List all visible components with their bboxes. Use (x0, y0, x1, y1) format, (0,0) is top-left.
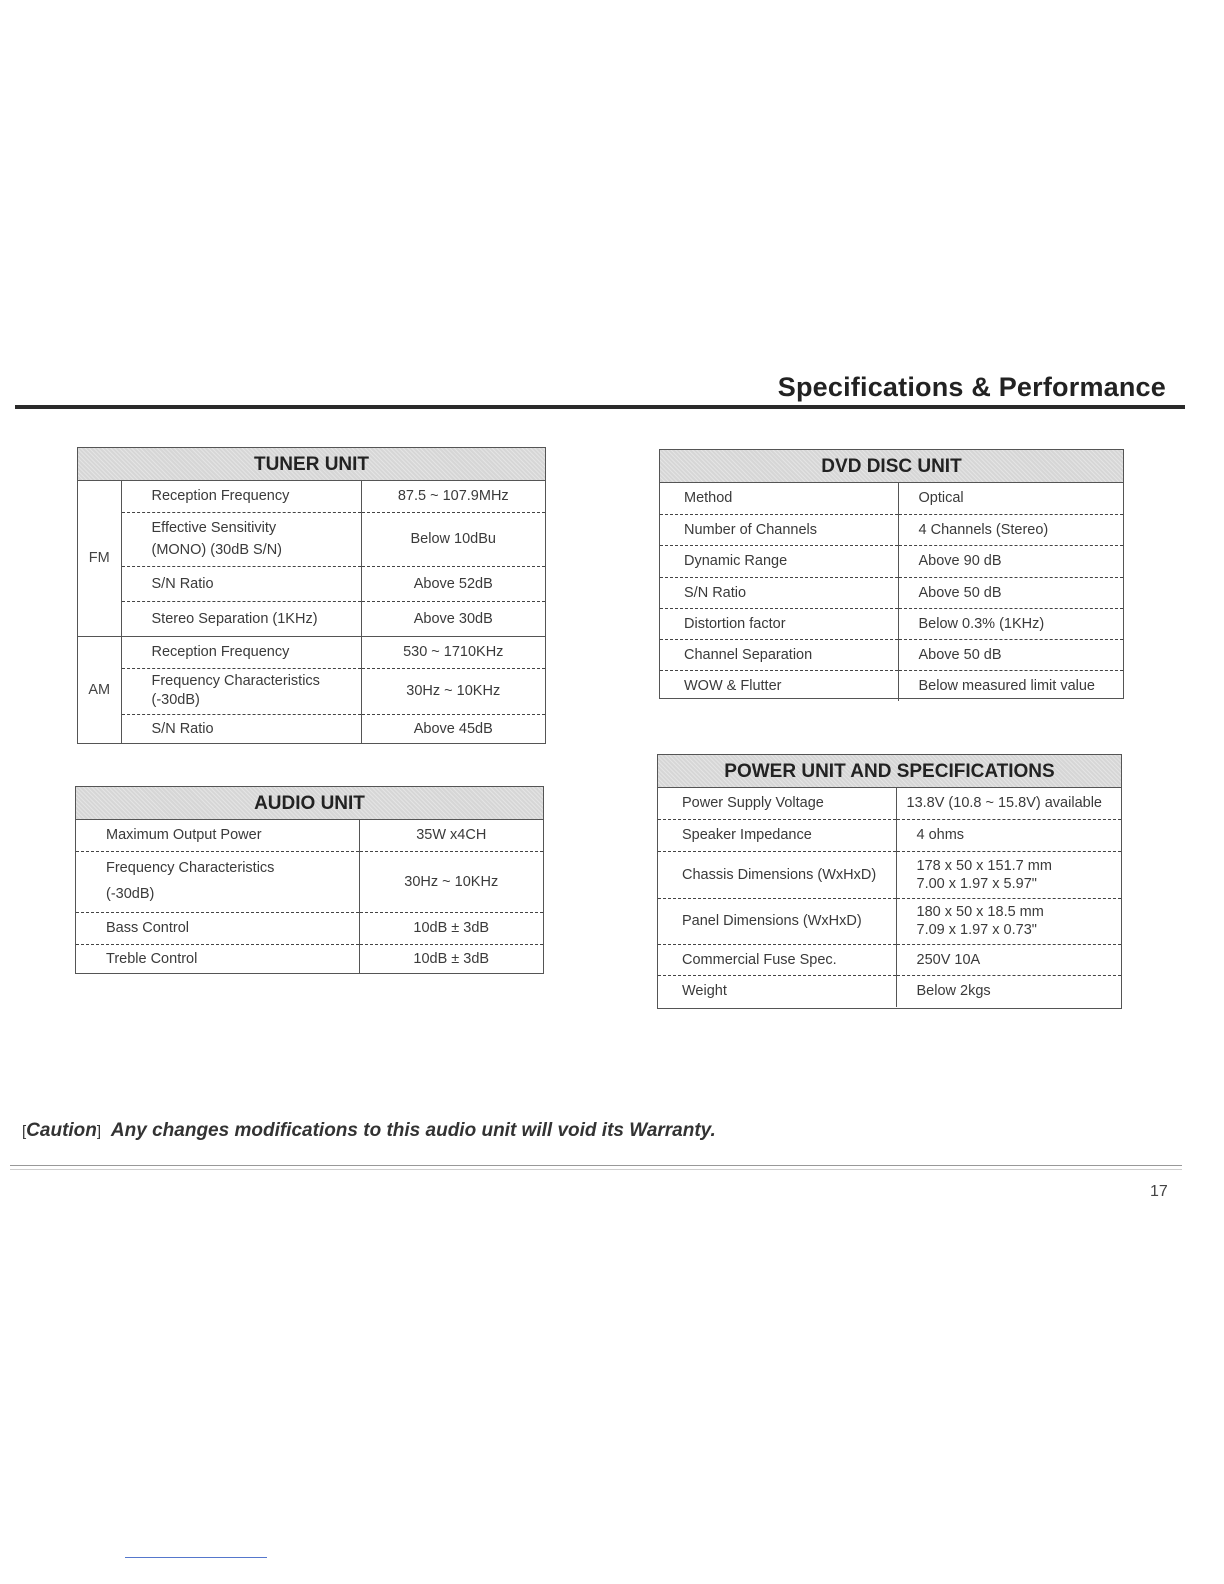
spec-value: Above 50 dB (898, 639, 1123, 670)
footer-rule (10, 1165, 1182, 1166)
spec-value: 4 ohms (896, 819, 1121, 851)
spec-value: Below 10dBu (361, 512, 545, 566)
caution-note (22, 1120, 716, 1142)
spec-value: Optical (898, 483, 1123, 514)
spec-label: Method (660, 483, 898, 514)
am-group-label: AM (78, 636, 121, 744)
table-row (660, 483, 1123, 514)
spec-value: 87.5 ~ 107.9MHz (361, 481, 545, 512)
power-unit-table (657, 754, 1122, 1009)
spec-value: 13.8V (10.8 ~ 15.8V) available (896, 788, 1121, 819)
table-row (660, 608, 1123, 639)
spec-value: 530 ~ 1710KHz (361, 636, 545, 668)
table-row (78, 512, 545, 566)
caution-close-bracket: ] (96, 1123, 102, 1140)
spec-value: 178 x 50 x 151.7 mm 7.00 x 1.97 x 5.97" (896, 851, 1121, 898)
spec-label: Weight (682, 983, 727, 1000)
dvd-disc-unit-table (659, 449, 1124, 699)
spec-label: Dynamic Range (660, 545, 898, 577)
spec-value: Above 50 dB (898, 577, 1123, 608)
spec-value: Above 52dB (361, 566, 545, 601)
power-unit-header: POWER UNIT AND SPECIFICATIONS (658, 755, 1121, 788)
table-row (660, 514, 1123, 545)
spec-label: Reception Frequency (121, 481, 361, 512)
spec-value: 180 x 50 x 18.5 mm 7.09 x 1.97 x 0.73" (896, 898, 1121, 944)
table-row (658, 819, 1121, 851)
spec-label: Reception Frequency (121, 636, 361, 668)
spec-value: 35W x4CH (359, 820, 543, 851)
spec-value: 250V 10A (896, 944, 1121, 975)
footer-rule-secondary (10, 1169, 1182, 1170)
table-row (78, 636, 545, 668)
tuner-unit-header: TUNER UNIT (78, 448, 545, 481)
table-row (76, 820, 543, 851)
spec-label: Frequency Characteristics (-30dB) (121, 668, 361, 714)
spec-value: 30Hz ~ 10KHz (361, 668, 545, 714)
spec-value: Below 0.3% (1KHz) (898, 608, 1123, 639)
spec-label: WOW & Flutter (684, 677, 782, 694)
spec-value: 30Hz ~ 10KHz (359, 851, 543, 912)
table-row (658, 898, 1121, 944)
spec-label: Effective Sensitivity (MONO) (30dB S/N) (121, 512, 361, 566)
page-title: Specifications & Performance (777, 372, 1166, 402)
spec-label: Panel Dimensions (WxHxD) (658, 898, 896, 944)
spec-value: Below 2kgs (896, 975, 1121, 1007)
spec-label: Bass Control (76, 912, 359, 944)
table-row (78, 481, 545, 512)
spec-label: Number of Channels (660, 514, 898, 545)
table-row (658, 851, 1121, 898)
spec-label: Commercial Fuse Spec. (658, 944, 896, 975)
spec-value: 10dB ± 3dB (359, 944, 543, 974)
table-row (660, 577, 1123, 608)
table-row (658, 788, 1121, 819)
page-number: 17 (1150, 1183, 1168, 1200)
spec-label: Distortion factor (660, 608, 898, 639)
audio-unit-table (75, 786, 544, 974)
table-row (76, 944, 543, 974)
table-row (660, 545, 1123, 577)
table-row (658, 944, 1121, 975)
table-row (78, 714, 545, 744)
table-row (78, 566, 545, 601)
table-row (658, 975, 1121, 1007)
spec-label: Speaker Impedance (658, 819, 896, 851)
spec-label: Power Supply Voltage (658, 788, 896, 819)
spec-label: Treble Control (106, 951, 198, 968)
scan-artifact-line (125, 1557, 267, 1558)
spec-label: Stereo Separation (1KHz) (121, 601, 361, 636)
dvd-disc-unit-header: DVD DISC UNIT (660, 450, 1123, 483)
spec-value: 10dB ± 3dB (359, 912, 543, 944)
spec-value: Below measured limit value (898, 670, 1123, 701)
audio-unit-header: AUDIO UNIT (76, 787, 543, 820)
table-row (660, 639, 1123, 670)
spec-label: Frequency Characteristics (-30dB) (76, 851, 359, 912)
table-row (78, 601, 545, 636)
table-row (76, 851, 543, 912)
spec-value: 4 Channels (Stereo) (898, 514, 1123, 545)
fm-group-label: FM (78, 481, 121, 636)
spec-label: S/N Ratio (121, 566, 361, 601)
spec-value: Above 30dB (361, 601, 545, 636)
caution-open-bracket: [ (22, 1123, 27, 1140)
table-row (660, 670, 1123, 701)
caution-text: Any changes modifications to this audio unit will void its Warranty. (110, 1120, 716, 1141)
tuner-unit-table (77, 447, 546, 744)
spec-label: Maximum Output Power (76, 820, 359, 851)
spec-label: Channel Separation (660, 639, 898, 670)
spec-value: Above 90 dB (898, 545, 1123, 577)
spec-label: S/N Ratio (660, 577, 898, 608)
spec-label: S/N Ratio (151, 721, 214, 738)
caution-label: Caution (26, 1120, 97, 1141)
table-row (76, 912, 543, 944)
spec-label: Chassis Dimensions (WxHxD) (658, 851, 896, 898)
spec-value: Above 45dB (361, 714, 545, 744)
title-rule (15, 405, 1185, 409)
table-row (78, 668, 545, 714)
